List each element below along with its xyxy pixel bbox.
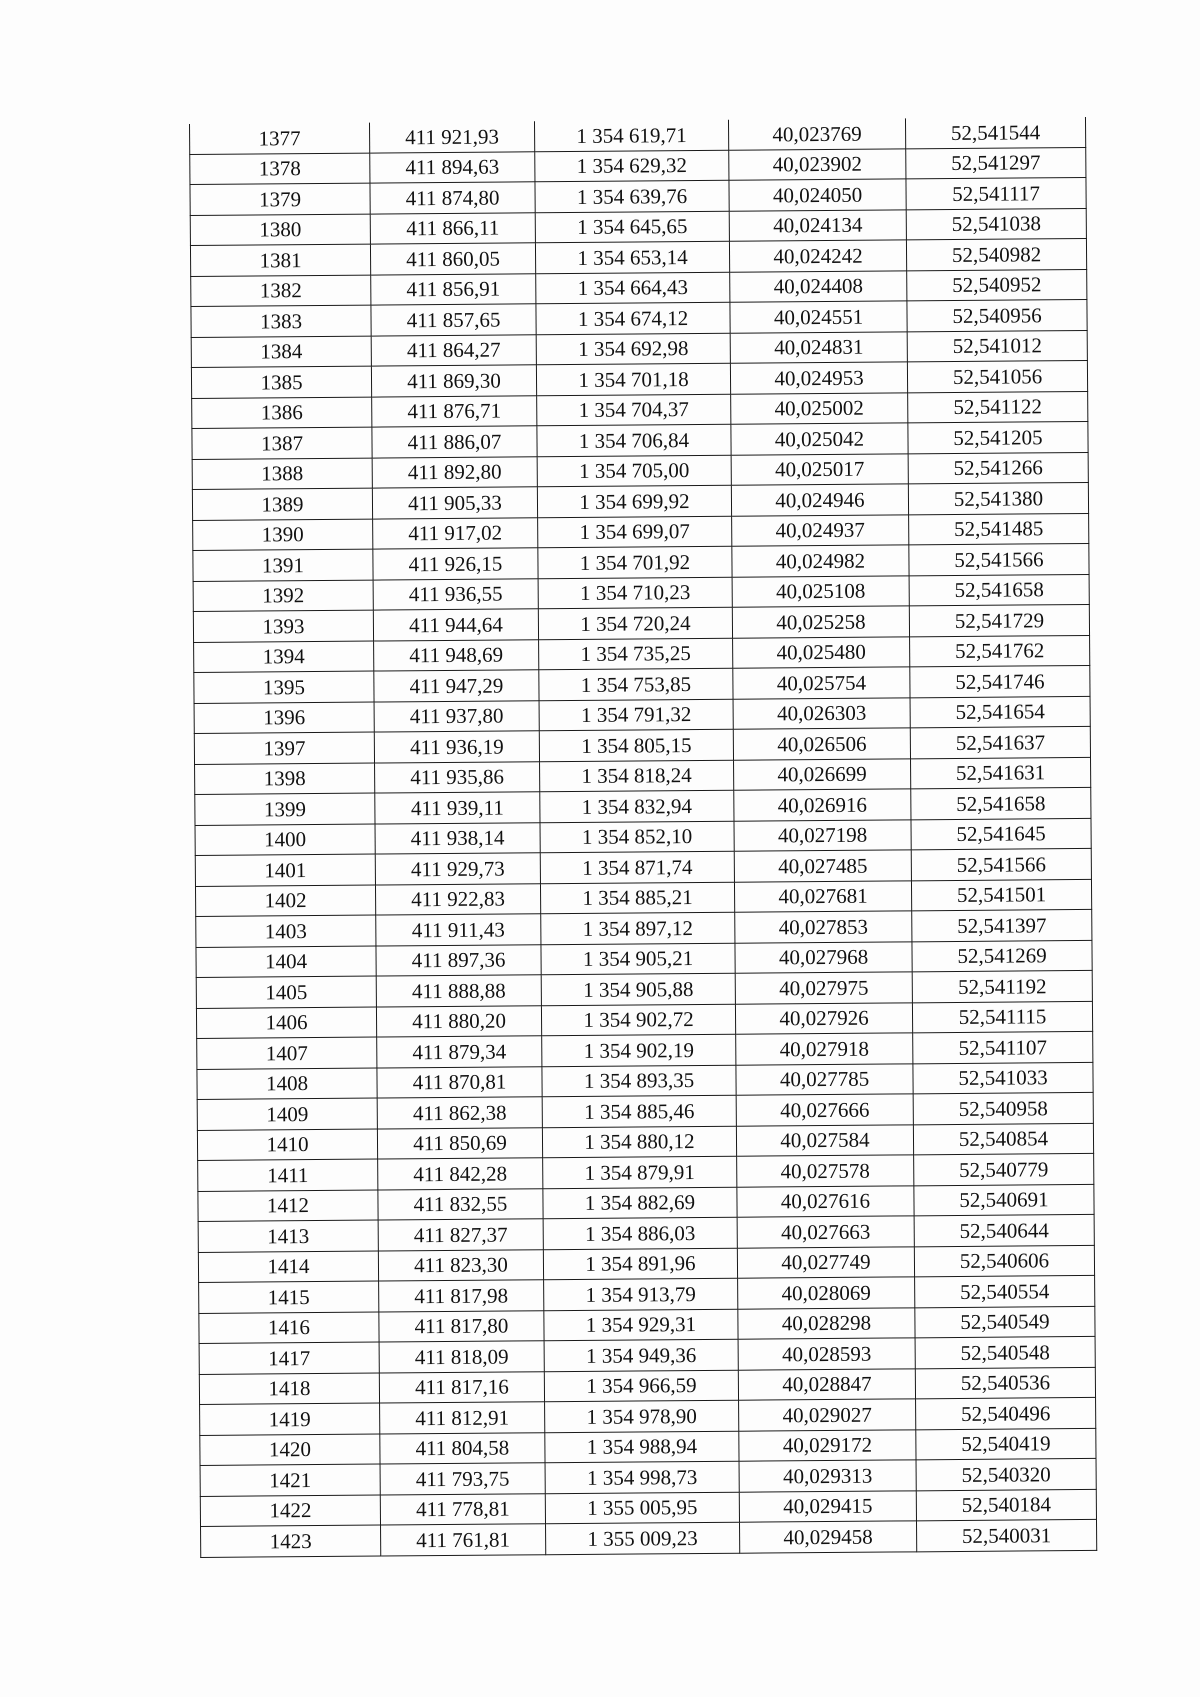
latitude-cell: 40,027918 [736, 1033, 913, 1065]
latitude-cell: 40,026916 [734, 789, 911, 821]
point-number-cell: 1418 [199, 1373, 379, 1405]
x-coordinate-cell: 411 842,28 [378, 1158, 543, 1190]
point-number-cell: 1423 [201, 1525, 381, 1557]
y-coordinate-cell: 1 354 885,46 [542, 1095, 736, 1127]
latitude-cell: 40,028298 [738, 1307, 915, 1339]
latitude-cell: 40,026506 [733, 728, 910, 760]
longitude-cell: 52,540496 [916, 1397, 1096, 1429]
x-coordinate-cell: 411 876,71 [372, 395, 537, 427]
latitude-cell: 40,024937 [732, 514, 909, 546]
longitude-cell: 52,541658 [911, 787, 1091, 819]
latitude-cell: 40,029415 [739, 1490, 916, 1522]
point-number-cell: 1422 [200, 1495, 380, 1527]
latitude-cell: 40,027198 [734, 819, 911, 851]
x-coordinate-cell: 411 857,65 [371, 304, 536, 336]
longitude-cell: 52,540982 [906, 238, 1086, 270]
longitude-cell: 52,540958 [913, 1092, 1093, 1124]
longitude-cell: 52,540779 [914, 1153, 1094, 1185]
x-coordinate-cell: 411 860,05 [370, 243, 535, 275]
longitude-cell: 52,540554 [915, 1275, 1095, 1307]
longitude-cell: 52,540952 [907, 269, 1087, 301]
y-coordinate-cell: 1 354 882,69 [543, 1187, 737, 1219]
x-coordinate-cell: 411 936,19 [374, 731, 539, 763]
longitude-cell: 52,541038 [906, 208, 1086, 240]
longitude-cell: 52,541658 [909, 574, 1089, 606]
longitude-cell: 52,540644 [914, 1214, 1094, 1246]
latitude-cell: 40,025017 [731, 453, 908, 485]
latitude-cell: 40,027968 [735, 941, 912, 973]
point-number-cell: 1402 [195, 885, 375, 917]
latitude-cell: 40,027975 [735, 972, 912, 1004]
y-coordinate-cell: 1 354 902,72 [541, 1004, 735, 1036]
longitude-cell: 52,540320 [916, 1458, 1096, 1490]
longitude-cell: 52,541566 [909, 543, 1089, 575]
longitude-cell: 52,541645 [911, 818, 1091, 850]
longitude-cell: 52,541115 [912, 1001, 1092, 1033]
y-coordinate-cell: 1 354 701,92 [538, 546, 732, 578]
latitude-cell: 40,027785 [736, 1063, 913, 1095]
longitude-cell: 52,541297 [906, 147, 1086, 179]
y-coordinate-cell: 1 354 639,76 [535, 180, 729, 212]
point-number-cell: 1413 [198, 1220, 378, 1252]
latitude-cell: 40,029172 [739, 1429, 916, 1461]
y-coordinate-cell: 1 354 852,10 [540, 821, 734, 853]
x-coordinate-cell: 411 935,86 [375, 761, 540, 793]
x-coordinate-cell: 411 888,88 [376, 975, 541, 1007]
point-number-cell: 1406 [196, 1007, 376, 1039]
y-coordinate-cell: 1 354 699,92 [537, 485, 731, 517]
point-number-cell: 1386 [192, 397, 372, 429]
x-coordinate-cell: 411 832,55 [378, 1188, 543, 1220]
x-coordinate-cell: 411 862,38 [377, 1097, 542, 1129]
x-coordinate-cell: 411 778,81 [380, 1493, 545, 1525]
latitude-cell: 40,027681 [734, 880, 911, 912]
longitude-cell: 52,540854 [913, 1123, 1093, 1155]
point-number-cell: 1404 [196, 946, 376, 978]
y-coordinate-cell: 1 355 009,23 [546, 1522, 740, 1554]
x-coordinate-cell: 411 818,09 [379, 1341, 544, 1373]
longitude-cell: 52,541637 [910, 726, 1090, 758]
point-number-cell: 1415 [199, 1281, 379, 1313]
point-number-cell: 1394 [194, 641, 374, 673]
x-coordinate-cell: 411 886,07 [372, 426, 537, 458]
latitude-cell: 40,024242 [729, 240, 906, 272]
point-number-cell: 1403 [196, 915, 376, 947]
y-coordinate-cell: 1 354 619,71 [534, 120, 728, 152]
longitude-cell: 52,541729 [909, 604, 1089, 636]
point-number-cell: 1382 [191, 275, 371, 307]
longitude-cell: 52,541033 [913, 1062, 1093, 1094]
x-coordinate-cell: 411 827,37 [378, 1219, 543, 1251]
point-number-cell: 1414 [198, 1251, 378, 1283]
x-coordinate-cell: 411 938,14 [375, 822, 540, 854]
point-number-cell: 1421 [200, 1464, 380, 1496]
y-coordinate-cell: 1 354 905,21 [541, 943, 735, 975]
x-coordinate-cell: 411 870,81 [377, 1066, 542, 1098]
longitude-cell: 52,541266 [908, 452, 1088, 484]
longitude-cell: 52,541501 [911, 879, 1091, 911]
longitude-cell: 52,541746 [910, 665, 1090, 697]
latitude-cell: 40,025002 [731, 392, 908, 424]
longitude-cell: 52,541566 [911, 848, 1091, 880]
longitude-cell: 52,541654 [910, 696, 1090, 728]
point-number-cell: 1417 [199, 1342, 379, 1374]
x-coordinate-cell: 411 939,11 [375, 792, 540, 824]
table-row [201, 1519, 1097, 1557]
longitude-cell: 52,540184 [916, 1489, 1096, 1521]
point-number-cell: 1410 [197, 1129, 377, 1161]
latitude-cell: 40,027926 [735, 1002, 912, 1034]
latitude-cell: 40,027578 [737, 1155, 914, 1187]
point-number-cell: 1399 [195, 793, 375, 825]
y-coordinate-cell: 1 354 929,31 [544, 1309, 738, 1341]
latitude-cell: 40,024551 [730, 301, 907, 333]
point-number-cell: 1393 [193, 610, 373, 642]
point-number-cell: 1391 [193, 549, 373, 581]
y-coordinate-cell: 1 354 706,84 [537, 424, 731, 456]
point-number-cell: 1377 [189, 123, 369, 154]
x-coordinate-cell: 411 866,11 [370, 212, 535, 244]
y-coordinate-cell: 1 354 753,85 [539, 668, 733, 700]
y-coordinate-cell: 1 354 705,00 [537, 455, 731, 487]
longitude-cell: 52,541107 [913, 1031, 1093, 1063]
y-coordinate-cell: 1 354 897,12 [541, 912, 735, 944]
y-coordinate-cell: 1 355 005,95 [545, 1492, 739, 1524]
x-coordinate-cell: 411 850,69 [377, 1127, 542, 1159]
point-number-cell: 1408 [197, 1068, 377, 1100]
x-coordinate-cell: 411 817,16 [379, 1371, 544, 1403]
y-coordinate-cell: 1 354 880,12 [542, 1126, 736, 1158]
point-number-cell: 1378 [190, 153, 370, 185]
latitude-cell: 40,024134 [729, 209, 906, 241]
y-coordinate-cell: 1 354 978,90 [545, 1400, 739, 1432]
y-coordinate-cell: 1 354 832,94 [540, 790, 734, 822]
longitude-cell: 52,540536 [915, 1367, 1095, 1399]
point-number-cell: 1387 [192, 427, 372, 459]
latitude-cell: 40,029313 [739, 1460, 916, 1492]
longitude-cell: 52,541205 [908, 421, 1088, 453]
y-coordinate-cell: 1 354 735,25 [539, 638, 733, 670]
longitude-cell: 52,541762 [910, 635, 1090, 667]
y-coordinate-cell: 1 354 949,36 [544, 1339, 738, 1371]
point-number-cell: 1416 [199, 1312, 379, 1344]
x-coordinate-cell: 411 793,75 [380, 1463, 545, 1495]
latitude-cell: 40,024831 [730, 331, 907, 363]
y-coordinate-cell: 1 354 653,14 [535, 241, 729, 273]
latitude-cell: 40,026699 [734, 758, 911, 790]
y-coordinate-cell: 1 354 674,12 [536, 302, 730, 334]
coordinates-table-body [189, 117, 1096, 1557]
point-number-cell: 1420 [200, 1434, 380, 1466]
latitude-cell: 40,025258 [732, 606, 909, 638]
latitude-cell: 40,023769 [728, 118, 905, 149]
x-coordinate-cell: 411 917,02 [373, 517, 538, 549]
longitude-cell: 52,541122 [908, 391, 1088, 423]
y-coordinate-cell: 1 354 886,03 [543, 1217, 737, 1249]
point-number-cell: 1385 [191, 366, 371, 398]
x-coordinate-cell: 411 869,30 [371, 365, 536, 397]
longitude-cell: 52,540606 [914, 1245, 1094, 1277]
y-coordinate-cell: 1 354 791,32 [539, 699, 733, 731]
x-coordinate-cell: 411 894,63 [370, 151, 535, 183]
y-coordinate-cell: 1 354 699,07 [538, 516, 732, 548]
longitude-cell: 52,540031 [916, 1519, 1096, 1551]
x-coordinate-cell: 411 817,98 [379, 1280, 544, 1312]
point-number-cell: 1409 [197, 1098, 377, 1130]
y-coordinate-cell: 1 354 701,18 [536, 363, 730, 395]
longitude-cell: 52,541380 [908, 482, 1088, 514]
latitude-cell: 40,025108 [732, 575, 909, 607]
x-coordinate-cell: 411 911,43 [376, 914, 541, 946]
point-number-cell: 1389 [192, 488, 372, 520]
point-number-cell: 1395 [194, 671, 374, 703]
point-number-cell: 1398 [195, 763, 375, 795]
y-coordinate-cell: 1 354 891,96 [543, 1248, 737, 1280]
x-coordinate-cell: 411 856,91 [371, 273, 536, 305]
y-coordinate-cell: 1 354 710,23 [538, 577, 732, 609]
y-coordinate-cell: 1 354 966,59 [544, 1370, 738, 1402]
y-coordinate-cell: 1 354 905,88 [541, 973, 735, 1005]
x-coordinate-cell: 411 936,55 [373, 578, 538, 610]
longitude-cell: 52,540549 [915, 1306, 1095, 1338]
point-number-cell: 1419 [200, 1403, 380, 1435]
point-number-cell: 1390 [193, 519, 373, 551]
y-coordinate-cell: 1 354 902,19 [542, 1034, 736, 1066]
point-number-cell: 1412 [198, 1190, 378, 1222]
x-coordinate-cell: 411 864,27 [371, 334, 536, 366]
longitude-cell: 52,541269 [912, 940, 1092, 972]
latitude-cell: 40,025042 [731, 423, 908, 455]
latitude-cell: 40,027666 [736, 1094, 913, 1126]
x-coordinate-cell: 411 897,36 [376, 944, 541, 976]
y-coordinate-cell: 1 354 998,73 [545, 1461, 739, 1493]
x-coordinate-cell: 411 817,80 [379, 1310, 544, 1342]
latitude-cell: 40,024982 [732, 545, 909, 577]
x-coordinate-cell: 411 874,80 [370, 182, 535, 214]
x-coordinate-cell: 411 804,58 [380, 1432, 545, 1464]
point-number-cell: 1392 [193, 580, 373, 612]
x-coordinate-cell: 411 921,93 [369, 121, 534, 152]
longitude-cell: 52,541485 [909, 513, 1089, 545]
latitude-cell: 40,024408 [730, 270, 907, 302]
longitude-cell: 52,540419 [916, 1428, 1096, 1460]
y-coordinate-cell: 1 354 871,74 [540, 851, 734, 883]
x-coordinate-cell: 411 937,80 [374, 700, 539, 732]
x-coordinate-cell: 411 823,30 [378, 1249, 543, 1281]
latitude-cell: 40,027853 [735, 911, 912, 943]
latitude-cell: 40,025754 [733, 667, 910, 699]
y-coordinate-cell: 1 354 720,24 [538, 607, 732, 639]
latitude-cell: 40,028847 [738, 1368, 915, 1400]
longitude-cell: 52,541012 [907, 330, 1087, 362]
latitude-cell: 40,027584 [736, 1124, 913, 1156]
x-coordinate-cell: 411 880,20 [376, 1005, 541, 1037]
x-coordinate-cell: 411 892,80 [372, 456, 537, 488]
longitude-cell: 52,541056 [907, 360, 1087, 392]
point-number-cell: 1401 [195, 854, 375, 886]
y-coordinate-cell: 1 354 704,37 [537, 394, 731, 426]
latitude-cell: 40,023902 [729, 148, 906, 180]
longitude-cell: 52,541544 [905, 117, 1085, 148]
y-coordinate-cell: 1 354 913,79 [544, 1278, 738, 1310]
y-coordinate-cell: 1 354 805,15 [539, 729, 733, 761]
y-coordinate-cell: 1 354 879,91 [543, 1156, 737, 1188]
latitude-cell: 40,028593 [738, 1338, 915, 1370]
x-coordinate-cell: 411 948,69 [374, 639, 539, 671]
latitude-cell: 40,027616 [737, 1185, 914, 1217]
x-coordinate-cell: 411 947,29 [374, 670, 539, 702]
x-coordinate-cell: 411 926,15 [373, 548, 538, 580]
point-number-cell: 1396 [194, 702, 374, 734]
x-coordinate-cell: 411 929,73 [375, 853, 540, 885]
longitude-cell: 52,541117 [906, 177, 1086, 209]
point-number-cell: 1381 [190, 244, 370, 276]
point-number-cell: 1400 [195, 824, 375, 856]
point-number-cell: 1383 [191, 305, 371, 337]
latitude-cell: 40,027663 [737, 1216, 914, 1248]
longitude-cell: 52,540548 [915, 1336, 1095, 1368]
y-coordinate-cell: 1 354 818,24 [540, 760, 734, 792]
x-coordinate-cell: 411 922,83 [375, 883, 540, 915]
x-coordinate-cell: 411 761,81 [381, 1524, 546, 1556]
x-coordinate-cell: 411 944,64 [373, 609, 538, 641]
latitude-cell: 40,025480 [733, 636, 910, 668]
point-number-cell: 1380 [190, 214, 370, 246]
point-number-cell: 1379 [190, 183, 370, 215]
latitude-cell: 40,026303 [733, 697, 910, 729]
latitude-cell: 40,027485 [734, 850, 911, 882]
y-coordinate-cell: 1 354 988,94 [545, 1431, 739, 1463]
point-number-cell: 1397 [194, 732, 374, 764]
point-number-cell: 1384 [191, 336, 371, 368]
latitude-cell: 40,024953 [730, 362, 907, 394]
y-coordinate-cell: 1 354 893,35 [542, 1065, 736, 1097]
longitude-cell: 52,540956 [907, 299, 1087, 331]
latitude-cell: 40,027749 [737, 1246, 914, 1278]
latitude-cell: 40,024946 [731, 484, 908, 516]
point-number-cell: 1411 [198, 1159, 378, 1191]
y-coordinate-cell: 1 354 664,43 [536, 272, 730, 304]
point-number-cell: 1407 [197, 1037, 377, 1069]
y-coordinate-cell: 1 354 645,65 [535, 211, 729, 243]
longitude-cell: 52,541631 [911, 757, 1091, 789]
latitude-cell: 40,024050 [729, 179, 906, 211]
longitude-cell: 52,541397 [912, 909, 1092, 941]
point-number-cell: 1405 [196, 976, 376, 1008]
x-coordinate-cell: 411 812,91 [380, 1402, 545, 1434]
y-coordinate-cell: 1 354 692,98 [536, 333, 730, 365]
point-number-cell: 1388 [192, 458, 372, 490]
y-coordinate-cell: 1 354 885,21 [540, 882, 734, 914]
latitude-cell: 40,029458 [739, 1521, 916, 1553]
x-coordinate-cell: 411 879,34 [377, 1036, 542, 1068]
latitude-cell: 40,028069 [738, 1277, 915, 1309]
longitude-cell: 52,541192 [912, 970, 1092, 1002]
longitude-cell: 52,540691 [914, 1184, 1094, 1216]
y-coordinate-cell: 1 354 629,32 [535, 150, 729, 182]
latitude-cell: 40,029027 [739, 1399, 916, 1431]
coordinates-table [189, 117, 1097, 1558]
x-coordinate-cell: 411 905,33 [372, 487, 537, 519]
